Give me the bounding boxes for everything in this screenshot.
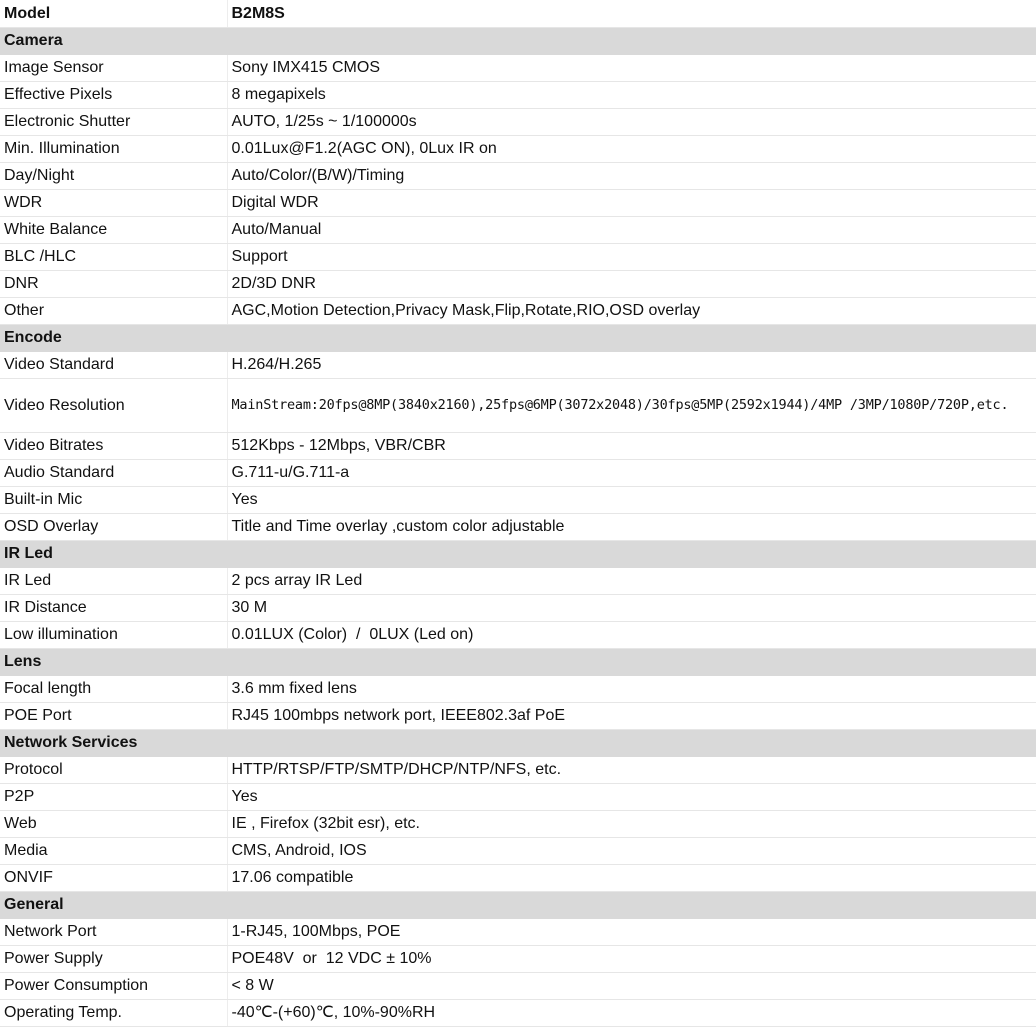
spec-row <box>0 756 1036 783</box>
spec-label: IR Distance <box>0 594 227 621</box>
spec-row <box>0 675 1036 702</box>
model-label: Model <box>0 0 227 27</box>
spec-row <box>0 297 1036 324</box>
spec-label: Effective Pixels <box>0 81 227 108</box>
spec-label: Focal length <box>0 675 227 702</box>
spec-label: POE Port <box>0 702 227 729</box>
spec-row <box>0 513 1036 540</box>
spec-label: Power Supply <box>0 945 227 972</box>
section-title: Lens <box>0 648 227 675</box>
spec-value: H.264/H.265 <box>227 351 1036 378</box>
spec-row <box>0 810 1036 837</box>
spec-value: 30 M <box>227 594 1036 621</box>
spec-label: DNR <box>0 270 227 297</box>
section-title: Camera <box>0 27 227 54</box>
spec-label: Electronic Shutter <box>0 108 227 135</box>
section-title: IR Led <box>0 540 227 567</box>
spec-row <box>0 783 1036 810</box>
spec-row <box>0 567 1036 594</box>
spec-label: Network Port <box>0 918 227 945</box>
spec-value: 8 megapixels <box>227 81 1036 108</box>
spec-label: Media <box>0 837 227 864</box>
section-title: General <box>0 891 227 918</box>
section-title: Encode <box>0 324 227 351</box>
spec-row <box>0 81 1036 108</box>
spec-label: Web <box>0 810 227 837</box>
spec-label: Image Sensor <box>0 54 227 81</box>
spec-label: BLC /HLC <box>0 243 227 270</box>
spec-label: Other <box>0 297 227 324</box>
spec-label: Power Consumption <box>0 972 227 999</box>
spec-row <box>0 243 1036 270</box>
spec-value: Digital WDR <box>227 189 1036 216</box>
spec-value: 1-RJ45, 100Mbps, POE <box>227 918 1036 945</box>
spec-label: Built-in Mic <box>0 486 227 513</box>
spec-row <box>0 216 1036 243</box>
spec-label: Audio Standard <box>0 459 227 486</box>
spec-row <box>0 918 1036 945</box>
spec-value: Sony IMX415 CMOS <box>227 54 1036 81</box>
spec-label: Video Resolution <box>0 378 227 432</box>
spec-row <box>0 378 1036 432</box>
spec-row <box>0 702 1036 729</box>
spec-value: RJ45 100mbps network port, IEEE802.3af PoE <box>227 702 1036 729</box>
spec-value: AUTO, 1/25s ~ 1/100000s <box>227 108 1036 135</box>
spec-value: 0.01Lux@F1.2(AGC ON), 0Lux IR on <box>227 135 1036 162</box>
spec-row <box>0 432 1036 459</box>
spec-value: 2 pcs array IR Led <box>227 567 1036 594</box>
spec-value: 2D/3D DNR <box>227 270 1036 297</box>
spec-value: 0.01LUX (Color) / 0LUX (Led on) <box>227 621 1036 648</box>
spec-value: Auto/Color/(B/W)/Timing <box>227 162 1036 189</box>
spec-row <box>0 972 1036 999</box>
spec-value: AGC,Motion Detection,Privacy Mask,Flip,Rotate,RIO,OSD overlay <box>227 297 1036 324</box>
spec-row <box>0 189 1036 216</box>
spec-value: Yes <box>227 486 1036 513</box>
spec-row <box>0 162 1036 189</box>
spec-value: < 8 W <box>227 972 1036 999</box>
spec-row <box>0 594 1036 621</box>
spec-row <box>0 945 1036 972</box>
spec-row <box>0 459 1036 486</box>
spec-value: -40℃-(+60)℃, 10%-90%RH <box>227 999 1036 1026</box>
spec-row <box>0 621 1036 648</box>
spec-label: Operating Temp. <box>0 999 227 1026</box>
spec-value: 3.6 mm fixed lens <box>227 675 1036 702</box>
section-camera <box>0 27 1036 54</box>
model-header-row <box>0 0 1036 27</box>
spec-label: Protocol <box>0 756 227 783</box>
spec-row <box>0 270 1036 297</box>
spec-value: G.711-u/G.711-a <box>227 459 1036 486</box>
spec-row <box>0 135 1036 162</box>
spec-value: CMS, Android, IOS <box>227 837 1036 864</box>
spec-row <box>0 486 1036 513</box>
spec-value: POE48V or 12 VDC ± 10% <box>227 945 1036 972</box>
section-encode <box>0 324 1036 351</box>
spec-value: 17.06 compatible <box>227 864 1036 891</box>
spec-value: MainStream:20fps@8MP(3840x2160),25fps@6MP(3072x2048)/30fps@5MP(2592x1944)/4MP /3MP/1080P/720P,etc. <box>227 378 1036 432</box>
spec-value: IE , Firefox (32bit esr), etc. <box>227 810 1036 837</box>
spec-label: Video Bitrates <box>0 432 227 459</box>
spec-value: 512Kbps - 12Mbps, VBR/CBR <box>227 432 1036 459</box>
section-general <box>0 891 1036 918</box>
spec-value: Support <box>227 243 1036 270</box>
section-lens <box>0 648 1036 675</box>
spec-label: Day/Night <box>0 162 227 189</box>
spec-row <box>0 54 1036 81</box>
spec-label: Low illumination <box>0 621 227 648</box>
spec-label: WDR <box>0 189 227 216</box>
spec-value: Auto/Manual <box>227 216 1036 243</box>
section-ir-led <box>0 540 1036 567</box>
spec-value: HTTP/RTSP/FTP/SMTP/DHCP/NTP/NFS, etc. <box>227 756 1036 783</box>
spec-row <box>0 837 1036 864</box>
spec-row <box>0 108 1036 135</box>
spec-value: Title and Time overlay ,custom color adjustable <box>227 513 1036 540</box>
spec-row <box>0 864 1036 891</box>
section-title: Network Services <box>0 729 227 756</box>
model-value: B2M8S <box>227 0 1036 27</box>
spec-row <box>0 351 1036 378</box>
spec-label: IR Led <box>0 567 227 594</box>
spec-label: OSD Overlay <box>0 513 227 540</box>
spec-label: White Balance <box>0 216 227 243</box>
spec-row <box>0 999 1036 1026</box>
spec-label: Min. Illumination <box>0 135 227 162</box>
spec-label: Video Standard <box>0 351 227 378</box>
spec-value: Yes <box>227 783 1036 810</box>
spec-label: P2P <box>0 783 227 810</box>
spec-label: ONVIF <box>0 864 227 891</box>
section-network-services <box>0 729 1036 756</box>
